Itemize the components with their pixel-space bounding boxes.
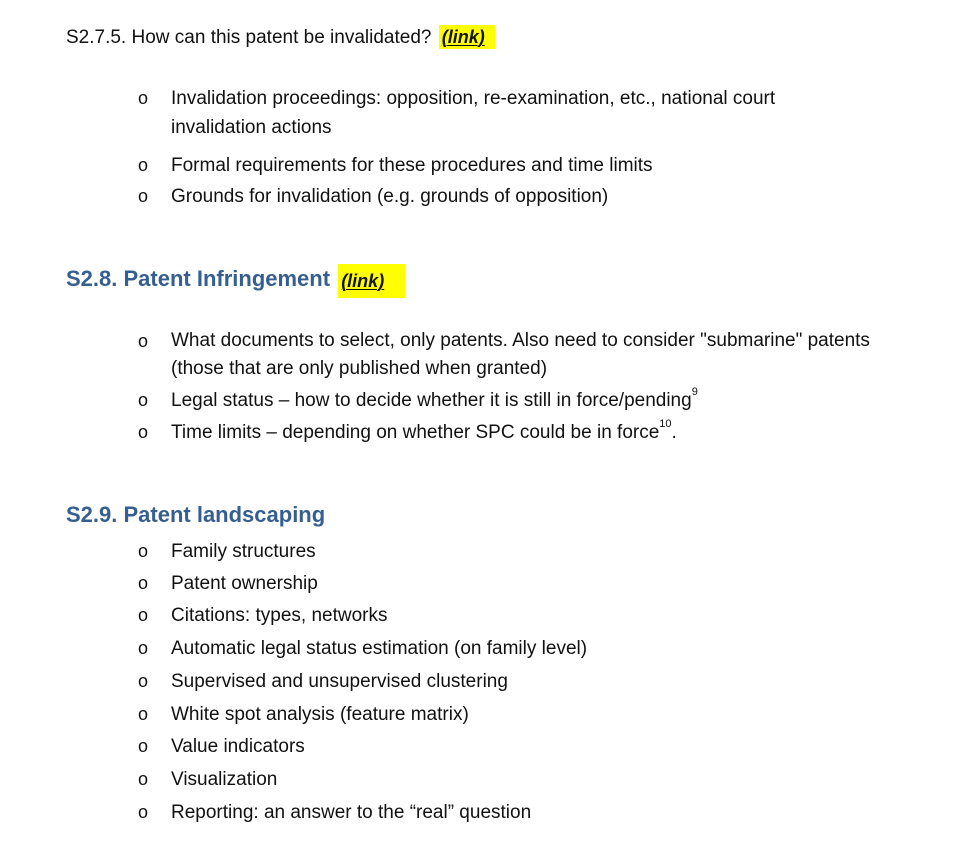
bullet-marker-icon: o [137,736,148,756]
bullet-marker-icon: o [137,186,148,206]
bullet-text: Reporting: an answer to the “real” question [171,802,532,823]
bullet-text: Legal status – how to decide whether it is still in force/pending [171,390,692,411]
footnote-marker[interactable]: 9 [691,385,698,398]
bullet-text: Citations: types, networks [171,605,388,626]
bullet-marker-icon: o [137,769,148,789]
section-heading-s2-9 [66,501,325,529]
section-link[interactable]: (link) [439,25,495,49]
bullet-text: Family structures [171,541,316,562]
section-heading-text: S2.8. Patent Infringement [66,265,331,291]
bullet-marker-icon: o [137,88,148,108]
section-heading-text: S2.9. Patent landscaping [66,502,326,527]
bullet-marker-icon: o [137,802,148,822]
bullet-text: What documents to select, only patents. Also need to consider "submarine" patents (those that are only published when granted) [171,330,870,379]
bullet-text: White spot analysis (feature matrix) [171,704,469,725]
bullet-text: Supervised and unsupervised clustering [171,671,508,692]
section-link[interactable]: (link) [338,264,405,298]
bullet-text: Time limits – depending on whether SPC could be in force [171,422,660,443]
bullet-text: Formal requirements for these procedures and time limits [171,155,653,176]
bullet-marker-icon: o [137,704,148,724]
section-heading-s2-7-5 [66,25,495,50]
bullet-item [0,327,954,385]
bullet-text: Invalidation proceedings: opposition, re-examination, etc., national court invalidation actions [171,88,776,138]
bullet-marker-icon: o [137,573,148,593]
section-heading-text: S2.7.5. How can this patent be invalidated? [66,27,432,48]
bullet-marker-icon: o [137,541,148,561]
bullet-marker-icon: o [137,390,148,410]
bullet-text-with-footnote [171,418,871,447]
bullet-marker-icon: o [137,155,148,175]
bullet-marker-icon: o [137,671,148,691]
bullet-text: Automatic legal status estimation (on family level) [171,638,588,659]
bullet-marker-icon: o [137,638,148,658]
bullet-text-suffix: . [671,422,677,443]
section-heading-s2-8 [66,263,405,297]
bullet-text: Patent ownership [171,573,318,594]
bullet-text: Grounds for invalidation (e.g. grounds of opposition) [171,186,609,207]
bullet-item [0,84,954,142]
bullet-marker-icon: o [137,331,148,351]
bullet-text: Value indicators [171,736,305,757]
bullet-marker-icon: o [137,422,148,442]
bullet-marker-icon: o [137,605,148,625]
bullet-text: Visualization [171,769,278,790]
bullet-text-with-footnote [171,386,871,415]
footnote-marker[interactable]: 10 [659,417,672,430]
